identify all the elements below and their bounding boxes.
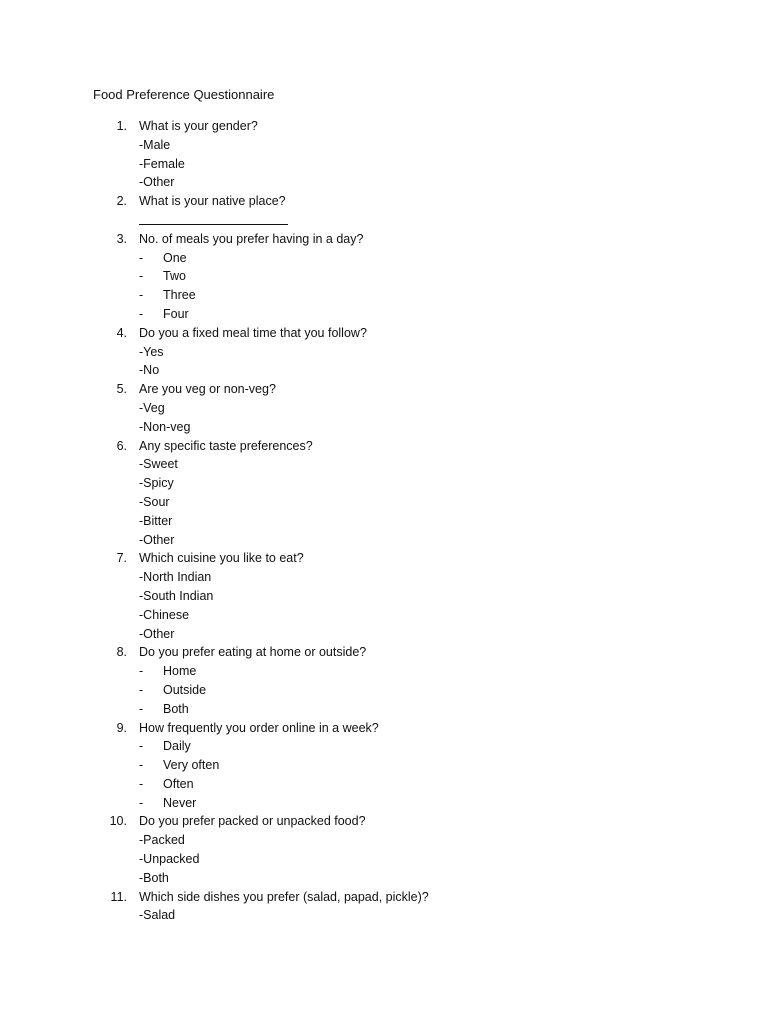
document-title: Food Preference Questionnaire: [93, 87, 275, 102]
option-label: -Packed: [139, 833, 185, 848]
question-11: [0, 888, 768, 907]
question-text: Which side dishes you prefer (salad, papad, pickle)?: [139, 889, 429, 904]
option-row: [0, 531, 768, 550]
option-bullet: -: [139, 682, 144, 697]
option-row: [0, 775, 768, 794]
question-1: [0, 117, 768, 136]
option-row: [0, 906, 768, 925]
option-row: [0, 606, 768, 625]
option-row: [0, 155, 768, 174]
option-row: [0, 662, 768, 681]
option-row: [0, 249, 768, 268]
option-row: [0, 568, 768, 587]
option-row: [0, 681, 768, 700]
question-9: [0, 719, 768, 738]
option-label: -Other: [139, 626, 175, 641]
question-number: 2.: [116, 194, 127, 209]
option-row: [0, 625, 768, 644]
question-text: Do you prefer eating at home or outside?: [139, 645, 367, 660]
question-number: 9.: [116, 720, 127, 735]
option-label: Two: [163, 269, 186, 284]
option-row: [0, 700, 768, 719]
option-row: [0, 474, 768, 493]
question-text: Which cuisine you like to eat?: [139, 551, 304, 566]
question-number: 3.: [116, 231, 127, 246]
answer-blank-line[interactable]: [139, 224, 288, 225]
option-label: Very often: [163, 758, 220, 773]
option-label: Outside: [163, 682, 207, 697]
question-number: 5.: [116, 382, 127, 397]
option-bullet: -: [139, 288, 144, 303]
question-7: [0, 549, 768, 568]
option-label: -Female: [139, 156, 185, 171]
option-label: -South Indian: [139, 588, 214, 603]
question-text: Do you prefer packed or unpacked food?: [139, 814, 366, 829]
option-bullet: -: [139, 795, 144, 810]
option-label: -Sweet: [139, 457, 178, 472]
option-label: -Sour: [139, 494, 170, 509]
question-text: Do you a fixed meal time that you follow?: [139, 325, 367, 340]
option-row: [0, 493, 768, 512]
question-number: 10.: [109, 814, 127, 829]
option-label: -Salad: [139, 908, 176, 923]
question-5: [0, 380, 768, 399]
option-row: [0, 418, 768, 437]
question-list: [0, 117, 768, 925]
question-number: 8.: [116, 645, 127, 660]
option-label: -Both: [139, 870, 169, 885]
option-label: Both: [163, 701, 189, 716]
option-label: Often: [163, 776, 194, 791]
question-text: What is your native place?: [139, 194, 286, 209]
option-row: [0, 305, 768, 324]
question-text: Any specific taste preferences?: [139, 438, 313, 453]
option-label: Daily: [163, 739, 191, 754]
option-row: [0, 286, 768, 305]
option-bullet: -: [139, 269, 144, 284]
option-row: [0, 173, 768, 192]
option-label: Three: [163, 288, 196, 303]
option-label: One: [163, 250, 187, 265]
option-bullet: -: [139, 758, 144, 773]
option-row: [0, 399, 768, 418]
option-label: -Spicy: [139, 476, 174, 491]
question-3: [0, 230, 768, 249]
option-bullet: -: [139, 701, 144, 716]
question-text: No. of meals you prefer having in a day?: [139, 231, 364, 246]
question-number: 7.: [116, 551, 127, 566]
option-label: -Non-veg: [139, 419, 191, 434]
option-row: [0, 455, 768, 474]
option-row: [0, 794, 768, 813]
option-label: Never: [163, 795, 197, 810]
option-row: [0, 831, 768, 850]
option-bullet: -: [139, 664, 144, 679]
option-label: -North Indian: [139, 570, 212, 585]
option-bullet: -: [139, 739, 144, 754]
question-number: 6.: [116, 438, 127, 453]
option-row: [0, 869, 768, 888]
question-4: [0, 324, 768, 343]
option-label: Home: [163, 664, 197, 679]
option-row: [0, 850, 768, 869]
option-label: -Bitter: [139, 513, 173, 528]
question-number: 1.: [116, 119, 127, 133]
question-6: [0, 437, 768, 456]
option-row: [0, 136, 768, 155]
question-2: [0, 192, 768, 211]
question-8: [0, 643, 768, 662]
option-label: -Other: [139, 532, 175, 547]
option-row: [0, 343, 768, 362]
option-label: -Male: [139, 137, 171, 152]
option-bullet: -: [139, 250, 144, 265]
question-10: [0, 812, 768, 831]
question-number: 11.: [110, 889, 127, 904]
question-number: 4.: [116, 325, 127, 340]
question-text: Are you veg or non-veg?: [139, 382, 276, 397]
option-label: -Unpacked: [139, 852, 200, 867]
option-label: -Yes: [139, 344, 164, 359]
option-label: -Veg: [139, 400, 165, 415]
option-label: -Chinese: [139, 607, 190, 622]
question-text: What is your gender?: [139, 119, 258, 133]
answer-blank-row: [0, 211, 768, 230]
option-row: [0, 512, 768, 531]
option-bullet: -: [139, 306, 144, 321]
question-text: How frequently you order online in a week?: [139, 720, 379, 735]
option-row: [0, 267, 768, 286]
option-label: Four: [163, 306, 189, 321]
option-row: [0, 737, 768, 756]
option-bullet: -: [139, 776, 144, 791]
option-row: [0, 361, 768, 380]
option-row: [0, 756, 768, 775]
option-label: -No: [139, 363, 160, 378]
option-label: -Other: [139, 175, 175, 190]
option-row: [0, 587, 768, 606]
